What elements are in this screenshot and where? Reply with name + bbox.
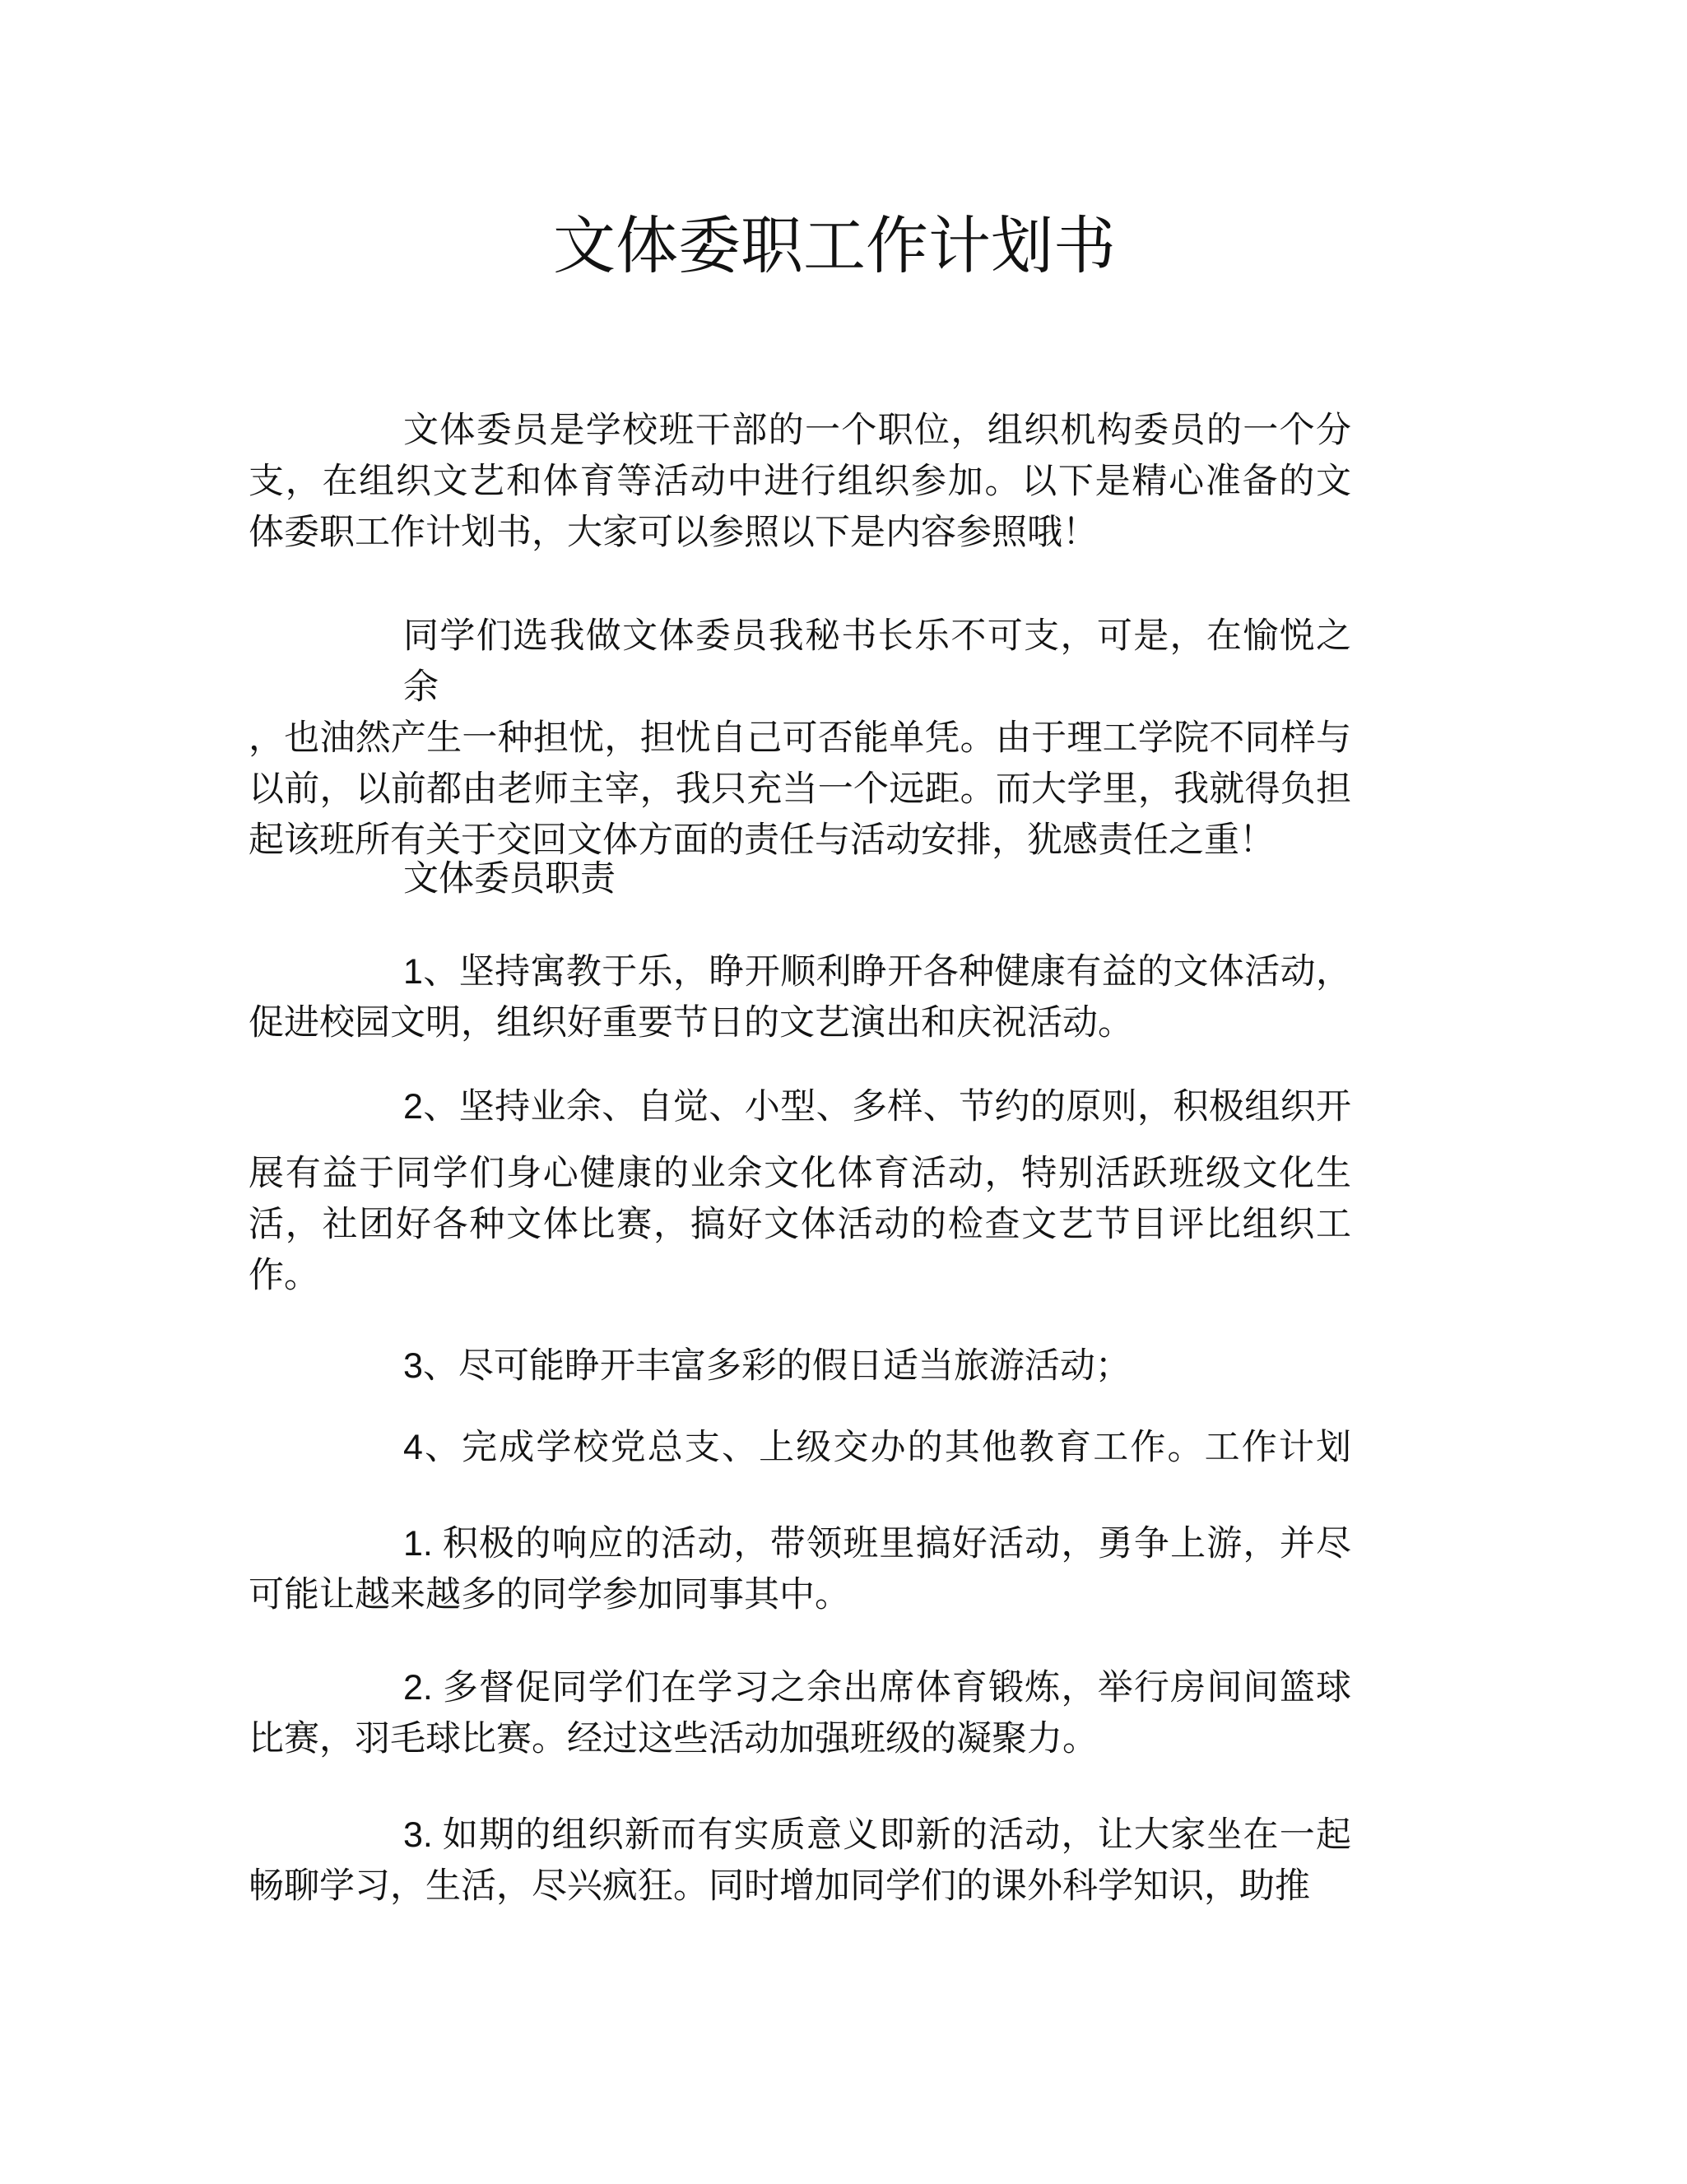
text-line: 起该班所有关于交回文体方面的责任与活动安排，犹感责任之重！ xyxy=(249,821,1275,860)
text-line: 支，在组织文艺和体育等活动中进行组织参加。以下是精心准备的文 xyxy=(249,462,1351,501)
duty-item-2-lead xyxy=(249,1082,1351,1133)
text-line: 3、尽可能睁开丰富多彩的假日适当旅游活动； xyxy=(403,1347,1131,1386)
paragraph-election-reflection xyxy=(249,611,1351,867)
text-line: 2、坚持业余、自觉、小型、多样、节约的原则，积极组织开 xyxy=(403,1088,1351,1127)
paragraph-intro xyxy=(249,406,1351,559)
text-line: ，也油然产生一种担忧，担忧自己可否能单凭。由于理工学院不同样与 xyxy=(249,719,1351,758)
duty-item-1 xyxy=(249,947,1351,1049)
text-line: 同学们选我做文体委员我秘书长乐不可支，可是，在愉悦之余 xyxy=(403,617,1351,707)
section-heading-duties xyxy=(249,854,1351,905)
text-line: 以前，以前都由老师主宰，我只充当一个远距。而大学里，我就得负担 xyxy=(249,770,1351,809)
text-line: 促进校园文明，组织好重要节日的文艺演出和庆祝活动。 xyxy=(249,1004,1133,1043)
duty-item-3 xyxy=(249,1341,1351,1392)
text-line: 可能让越来越多的同学参加同事其中。 xyxy=(249,1576,850,1615)
text-line: 畅聊学习，生活，尽兴疯狂。同时增加同学们的课外科学知识，助推 xyxy=(249,1867,1310,1906)
text-line: 1、坚持寓教于乐，睁开顺利睁开各种健康有益的文体活动， xyxy=(403,953,1351,992)
text-line: 4、完成学校党总支、上级交办的其他教育工作。工作计划 xyxy=(403,1429,1351,1467)
text-line: 比赛，羽毛球比赛。经过这些活动加强班级的凝聚力。 xyxy=(249,1720,1098,1759)
text-line: 3. 如期的组织新而有实质意义即新的活动，让大家坐在一起 xyxy=(403,1816,1351,1855)
duty-item-4 xyxy=(249,1423,1351,1474)
text-line: 1. 积极的响应的活动，带领班里搞好活动，勇争上游，并尽 xyxy=(403,1525,1351,1564)
duty-item-2-continuation xyxy=(249,1149,1351,1302)
text-line: 作。 xyxy=(249,1257,319,1295)
text-line: 体委职工作计划书，大家可以参照以下是内容参照哦！ xyxy=(249,513,1098,552)
text-line: 2. 多督促同学们在学习之余出席体育锻炼，举行房间间篮球 xyxy=(403,1669,1351,1708)
document-title: 文体委职工作计划书 xyxy=(553,212,1116,281)
plan-item-3 xyxy=(249,1810,1351,1912)
plan-item-2 xyxy=(249,1663,1351,1765)
plan-item-1 xyxy=(249,1519,1351,1621)
text-line: 文体委员职责 xyxy=(403,860,616,899)
text-line: 文体委员是学校班干部的一个职位，组织机构委员的一个分 xyxy=(403,411,1351,450)
text-line: 展有益于同学们身心健康的业余文化体育活动，特别活跃班级文化生 xyxy=(249,1155,1351,1193)
text-line: 活，社团好各种文体比赛，搞好文体活动的检查文艺节目评比组织工 xyxy=(249,1206,1351,1244)
